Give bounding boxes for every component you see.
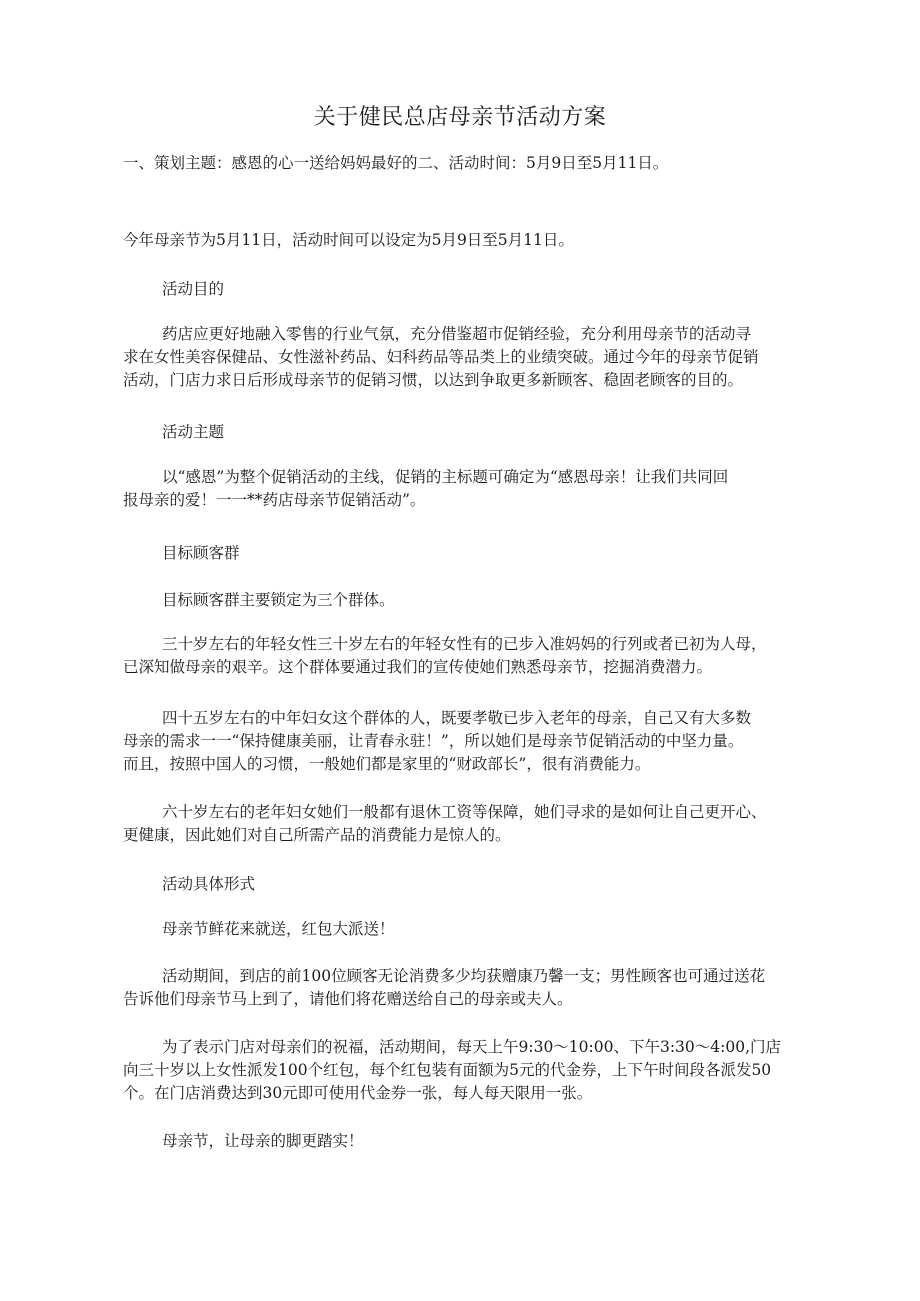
intro-line: 一、策划主题：感恩的心一送给妈妈最好的二、活动时间：5月9日至5月11日。 (123, 154, 669, 172)
form-redpacket-line-2: 向三十岁以上女性派发100个红包，每个红包装有面额为5元的代金券，上下午时间段各派发50 (123, 1061, 772, 1079)
purpose-line-2: 求在女性美容保健品、女性滋补药品、妇科药品等品类上的业绩突破。通过今年的母亲节促销 (123, 348, 759, 366)
document-title: 关于健民总店母亲节活动方案 (313, 105, 607, 130)
target-60-line-1: 六十岁左右的老年妇女她们一般都有退休工资等保障，她们寻求的是如何让自己更开心、 (162, 803, 767, 821)
target-60-line-2: 更健康，因此她们对自己所需产品的消费能力是惊人的。 (123, 826, 511, 844)
time-line: 今年母亲节为5月11日，活动时间可以设定为5月9日至5月11日。 (123, 231, 574, 249)
form-heading: 活动具体形式 (162, 875, 256, 893)
target-45-line-1: 四十五岁左右的中年妇女这个群体的人，既要孝敬已步入老年的母亲，自己又有大多数 (162, 709, 752, 727)
theme-line-2: 报母亲的爱！一一**药店母亲节促销活动”。 (123, 491, 426, 509)
target-45-paragraph (123, 707, 803, 776)
target-30-paragraph (123, 633, 803, 679)
theme-paragraph (123, 466, 803, 512)
target-30-line-1: 三十岁左右的年轻女性三十岁左右的年轻女性有的已步入准妈妈的行列或者已初为人母， (162, 635, 767, 653)
target-intro: 目标顾客群主要锁定为三个群体。 (162, 591, 395, 609)
form-flowers-line-1: 活动期间，到店的前100位顾客无论消费多少均获赠康乃馨一支；男性顾客也可通过送花 (162, 967, 766, 985)
form-redpacket-line-1: 为了表示门店对母亲们的祝福，活动期间，每天上午9:30～10:00、下午3:30～4:00,门店 (162, 1038, 782, 1056)
purpose-line-1: 药店应更好地融入零售的行业气氛，充分借鉴超市促销经验，充分利用母亲节的活动寻 (162, 325, 752, 343)
form-shoes-title: 母亲节，让母亲的脚更踏实！ (162, 1132, 364, 1150)
target-heading: 目标顾客群 (162, 544, 240, 562)
purpose-heading: 活动目的 (162, 280, 225, 298)
target-30-line-2: 已深知做母亲的艰辛。这个群体要通过我们的宣传使她们熟悉母亲节，挖掘消费潜力。 (123, 658, 713, 676)
form-flowers-title: 母亲节鲜花来就送，红包大派送！ (162, 920, 395, 938)
form-flowers-paragraph (123, 965, 803, 1011)
theme-line-1: 以“感恩”为整个促销活动的主线，促销的主标题可确定为“感恩母亲！让我们共同回 (162, 468, 729, 486)
form-flowers-line-2: 告诉他们母亲节马上到了，请他们将花赠送给自己的母亲或夫人。 (123, 990, 573, 1008)
purpose-paragraph (123, 323, 803, 392)
form-redpacket-line-3: 个。在门店消费达到30元即可使用代金券一张，每人每天限用一张。 (123, 1084, 593, 1102)
target-60-paragraph (123, 801, 803, 847)
target-45-line-3: 而且，按照中国人的习惯，一般她们都是家里的“财政部长”，很有消费能力。 (123, 755, 651, 773)
purpose-line-3: 活动，门店力求日后形成母亲节的促销习惯，以达到争取更多新顾客、稳固老顾客的目的。 (123, 371, 744, 389)
target-45-line-2: 母亲的需求一一“保持健康美丽，让青春永驻！”，所以她们是母亲节促销活动的中坚力量。 (123, 732, 744, 750)
theme-heading: 活动主题 (162, 423, 225, 441)
form-redpacket-paragraph (123, 1036, 803, 1105)
